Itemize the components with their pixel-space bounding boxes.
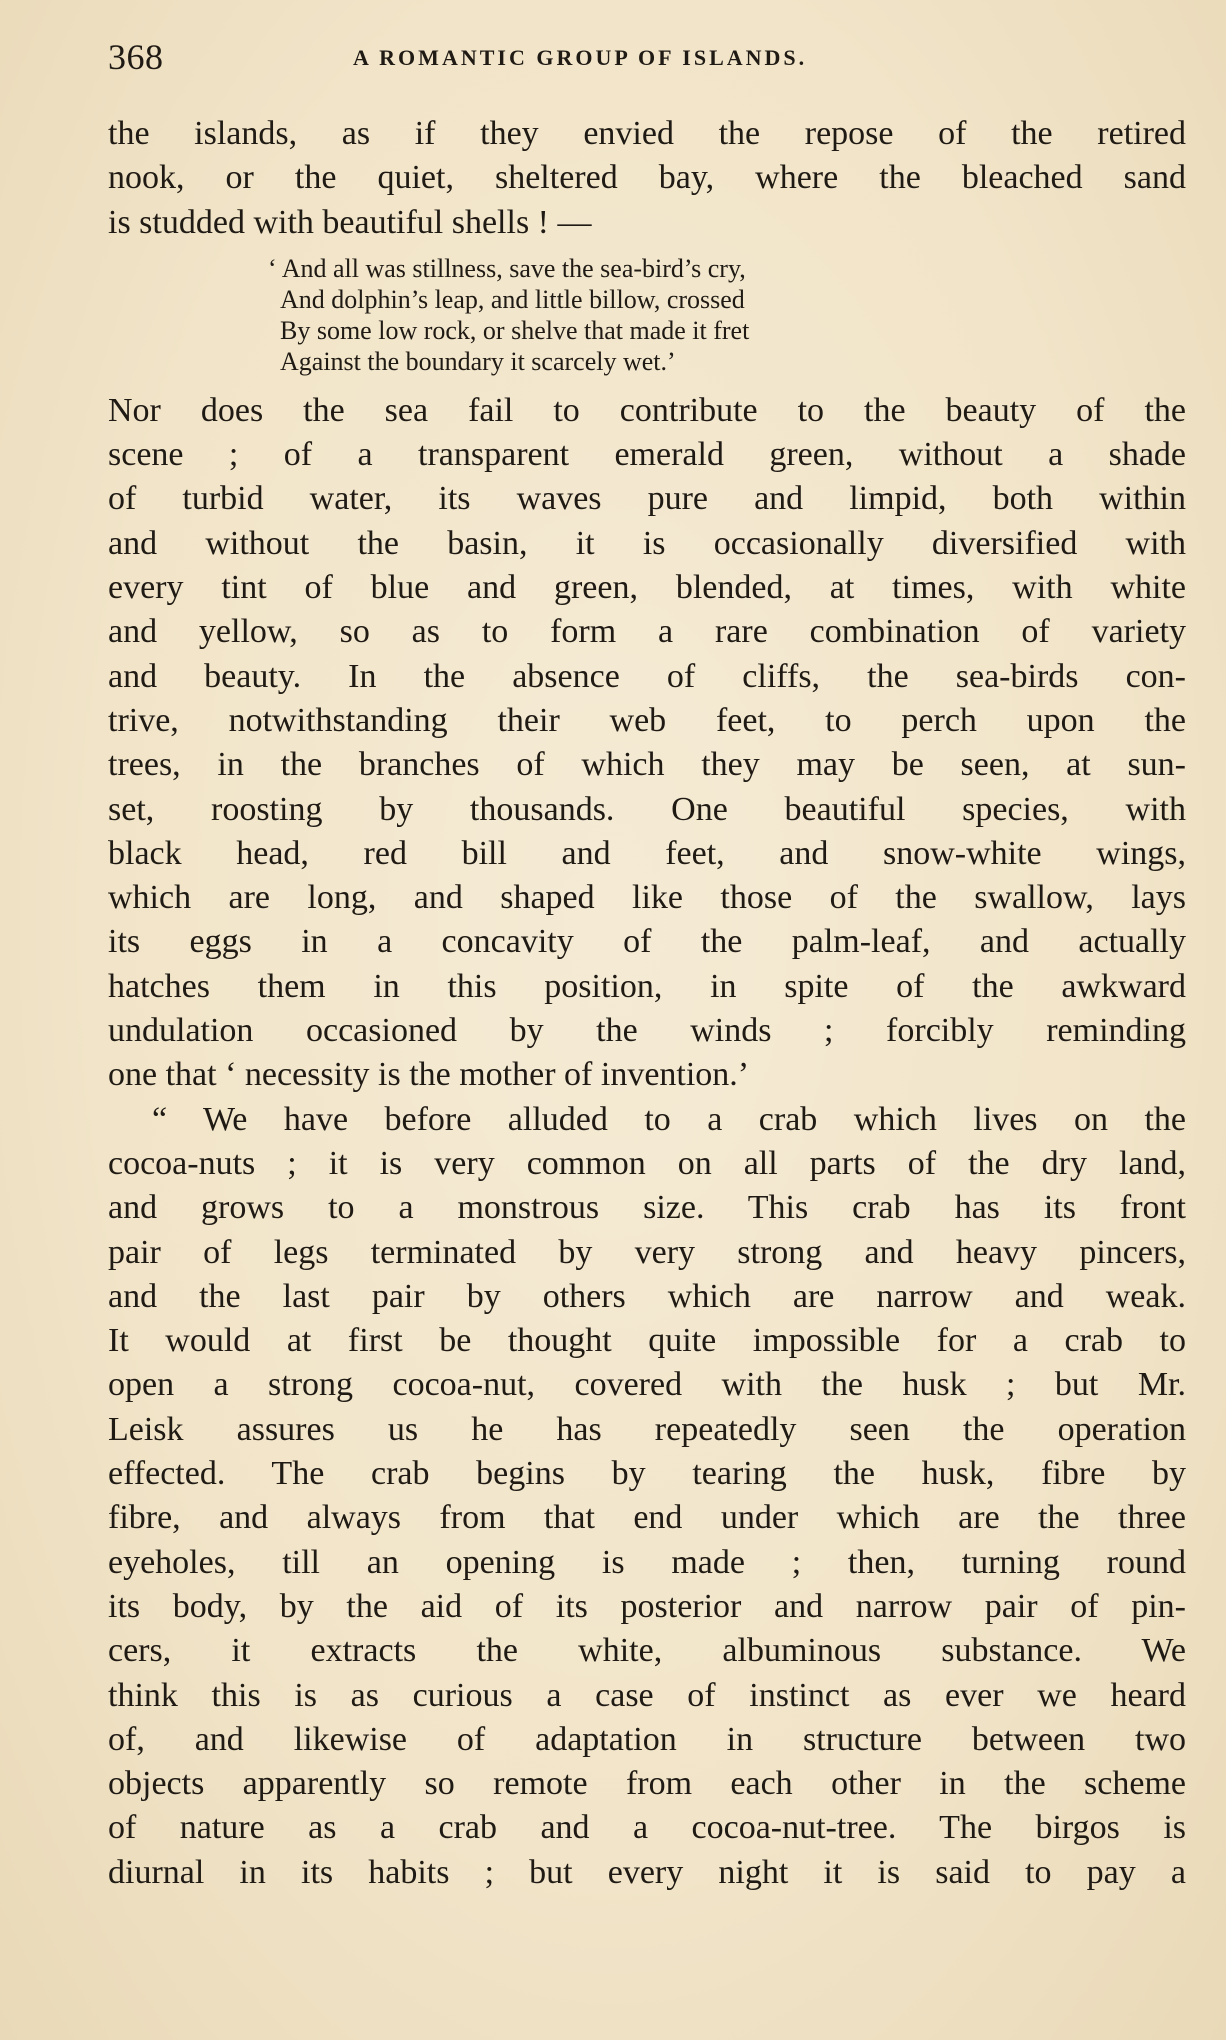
text-line: and without the basin, it is occasionally diversified with xyxy=(108,524,1186,562)
text-line: which are long, and shaped like those of the swallow, lays xyxy=(108,879,1186,917)
text-line: and yellow, so as to form a rare combination of variety xyxy=(108,613,1186,651)
text-line: think this is as curious a case of instinct as ever we heard xyxy=(108,1676,1186,1714)
text-line: its body, by the aid of its posterior and narrow pair of pin- xyxy=(108,1587,1186,1625)
text-line: and grows to a monstrous size. This crab has its front xyxy=(108,1189,1186,1227)
running-title: A ROMANTIC GROUP OF ISLANDS. xyxy=(353,45,808,70)
text-line: set, roosting by thousands. One beautiful species, with xyxy=(108,790,1186,828)
text-line: black head, red bill and feet, and snow-white wings, xyxy=(108,834,1186,872)
text-line: of, and likewise of adaptation in structure between two xyxy=(108,1720,1186,1758)
text-line: the islands, as if they envied the repose of the retired xyxy=(108,115,1186,152)
verse-line: By some low rock, or shelve that made it fret xyxy=(280,315,750,345)
text-line: cers, it extracts the white, albuminous substance. We xyxy=(108,1632,1186,1670)
text-line: its eggs in a concavity of the palm-leaf, and actually xyxy=(108,923,1186,961)
text-line: every tint of blue and green, blended, at times, with white xyxy=(108,569,1186,607)
text-line: effected. The crab begins by tearing the husk, fibre by xyxy=(108,1455,1186,1493)
verse-line: Against the boundary it scarcely wet.’ xyxy=(280,346,676,376)
page-number: 368 xyxy=(108,37,164,77)
text-line: objects apparently so remote from each other in the scheme xyxy=(108,1765,1186,1803)
text-line: trees, in the branches of which they may be seen, at sun- xyxy=(108,746,1186,784)
text-line: diurnal in its habits ; but every night it is said to pay a xyxy=(108,1853,1186,1891)
text-line: fibre, and always from that end under which are the three xyxy=(108,1499,1186,1537)
text-line: open a strong cocoa-nut, covered with the husk ; but Mr. xyxy=(108,1366,1186,1404)
paragraph-1 xyxy=(108,112,1186,245)
text-line: is studded with beautiful shells ! — xyxy=(108,203,592,241)
text-line: “ We have before alluded to a crab which lives on the xyxy=(152,1100,1186,1138)
text-line: eyeholes, till an opening is made ; then, turning round xyxy=(108,1543,1186,1581)
text-line: Nor does the sea fail to contribute to the beauty of the xyxy=(108,391,1186,429)
page-body xyxy=(108,112,1186,1895)
text-line: scene ; of a transparent emerald green, without a shade xyxy=(108,436,1186,474)
text-line: Leisk assures us he has repeatedly seen the operation xyxy=(108,1410,1186,1448)
verse-quotation xyxy=(108,253,1100,377)
text-line: of turbid water, its waves pure and limpid, both within xyxy=(108,480,1186,518)
text-line: of nature as a crab and a cocoa-nut-tree. The birgos is xyxy=(108,1809,1186,1847)
text-line: undulation occasioned by the winds ; forcibly reminding xyxy=(108,1012,1186,1050)
text-line: and beauty. In the absence of cliffs, the sea-birds con- xyxy=(108,657,1186,695)
paragraph-2 xyxy=(108,389,1186,1098)
text-line: It would at first be thought quite impossible for a crab to xyxy=(108,1322,1186,1360)
text-line: pair of legs terminated by very strong and heavy pincers, xyxy=(108,1233,1186,1271)
text-line: cocoa-nuts ; it is very common on all parts of the dry land, xyxy=(108,1144,1186,1182)
text-line: nook, or the quiet, sheltered bay, where the bleached sand xyxy=(108,159,1186,197)
text-line: trive, notwithstanding their web feet, to perch upon the xyxy=(108,701,1186,739)
text-line: hatches them in this position, in spite of the awkward xyxy=(108,967,1186,1005)
verse-line: ‘ And all was stillness, save the sea-bird’s cry, xyxy=(268,253,746,283)
paragraph-3 xyxy=(108,1098,1186,1895)
text-line: one that ‘ necessity is the mother of invention.’ xyxy=(108,1056,750,1094)
page-header xyxy=(108,36,1186,76)
text-line: and the last pair by others which are narrow and weak. xyxy=(108,1277,1186,1315)
verse-line: And dolphin’s leap, and little billow, crossed xyxy=(280,284,745,314)
